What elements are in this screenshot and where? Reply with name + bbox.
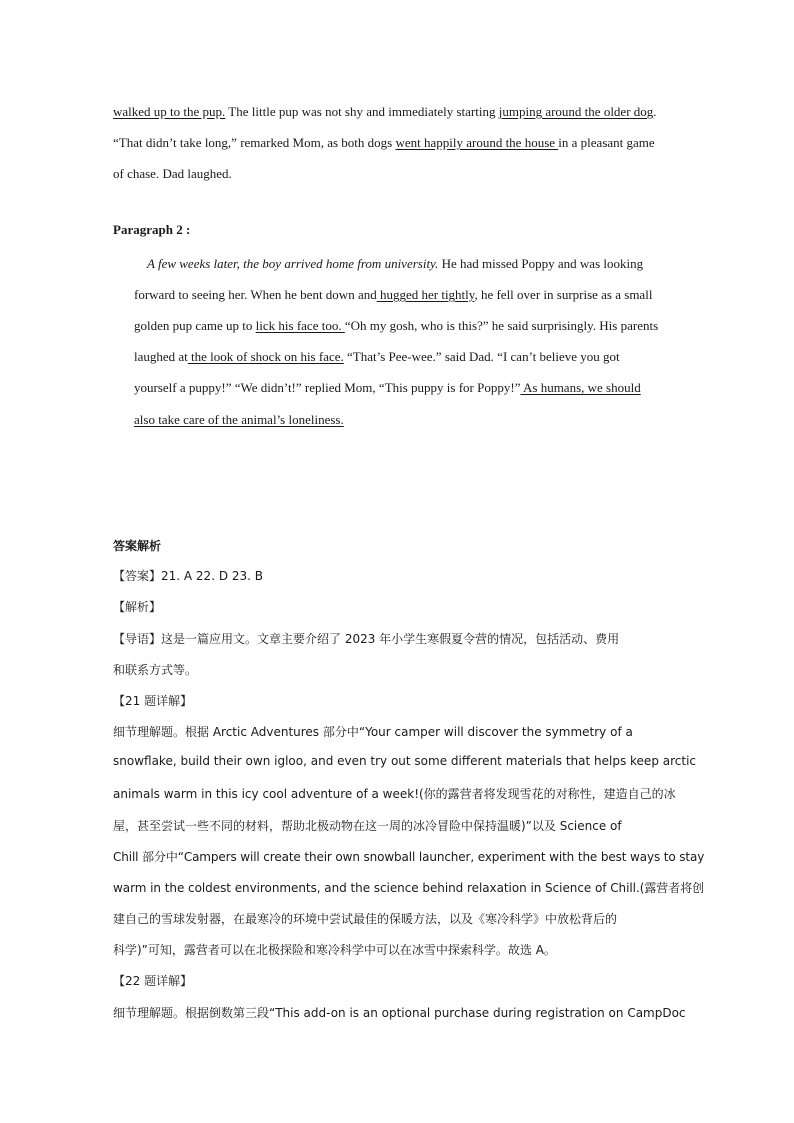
- q21-line: 屋，甚至尝试一些不同的材料，帮助北极动物在这一周的冰冷冒险中保持温暖)”以及 Science of: [113, 819, 622, 833]
- q21-line: 建自己的雪球发射器，在最寒冷的环境中尝试最佳的保暖方法，以及《寒冷科学》中放松背后的: [113, 912, 618, 926]
- para2-line-3: golden pup came up to lick his face too. “Oh my gosh, who is this?” he said surprisingly. His parents: [134, 318, 659, 333]
- answer-key-line: 【答案】21. A 22. D 23. B: [113, 569, 264, 583]
- para2-line-6: [134, 412, 344, 428]
- q21-line: snowflake, build their own igloo, and even try out some different materials that helps keep arctic: [113, 754, 697, 768]
- underlined-phrase: also take care of the animal’s loneliness.: [134, 412, 344, 427]
- q21-line: 细节理解题。根据 Arctic Adventures 部分中“Your camper will discover the symmetry of a: [113, 725, 633, 739]
- q22-heading: 【22 题详解】: [113, 974, 193, 988]
- q21-line: animals warm in this icy cool adventure of a week!(你的露营者将发现雪花的对称性，建造自己的冰: [113, 787, 676, 801]
- para2-line-4: laughed at the look of shock on his face. “That’s Pee-wee.” said Dad. “I can’t believe you got: [134, 349, 620, 364]
- q21-line: warm in the coldest environments, and the science behind relaxation in Science of Chill.(露营者将创: [113, 881, 705, 895]
- underlined-phrase: lick his face too.: [255, 318, 345, 333]
- underlined-phrase: As humans, we should: [520, 380, 641, 395]
- para2-line-5: yourself a puppy!” “We didn’t!” replied Mom, “This puppy is for Poppy!” As humans, we should: [134, 380, 641, 395]
- para2-line-1: A few weeks later, the boy arrived home from university. He had missed Poppy and was looking: [147, 256, 644, 271]
- underlined-phrase: hugged her tightly: [376, 287, 475, 302]
- q21-heading: 【21 题详解】: [113, 694, 193, 708]
- q21-line: 科学)”可知，露营者可以在北极探险和寒冷科学中可以在冰雪中探索科学。故选 A。: [113, 943, 556, 957]
- answers-heading: 答案解析: [113, 539, 162, 553]
- paragraph-2-heading: Paragraph 2 :: [113, 222, 191, 237]
- intro-line-2: 和联系方式等。: [113, 663, 198, 677]
- q22-line: 细节理解题。根据倒数第三段“This add-on is an optional purchase during registration on CampDoc: [113, 1006, 686, 1020]
- para2-line-2: forward to seeing her. When he bent down and hugged her tightly, he fell over in surprise as a small: [134, 287, 653, 302]
- analysis-label: 【解析】: [113, 600, 162, 614]
- underlined-phrase: walked up to the pup.: [113, 104, 226, 119]
- underlined-phrase: went happily around the house: [395, 135, 559, 150]
- underlined-phrase: jumping around the older dog: [498, 104, 654, 119]
- underlined-phrase: the look of shock on his face.: [187, 349, 344, 364]
- para1-line-2: “That didn’t take long,” remarked Mom, as both dogs went happily around the house in a pleasant game: [113, 135, 655, 150]
- q21-line: Chill 部分中“Campers will create their own snowball launcher, experiment with the best ways to stay: [113, 850, 705, 864]
- para1-line-1: walked up to the pup. The little pup was not shy and immediately starting jumping around the older dog.: [113, 104, 657, 119]
- intro-line-1: 【导语】这是一篇应用文。文章主要介绍了 2023 年小学生寒假夏令营的情况，包括活动、费用: [113, 632, 620, 646]
- para1-line-3: of chase. Dad laughed.: [113, 166, 232, 181]
